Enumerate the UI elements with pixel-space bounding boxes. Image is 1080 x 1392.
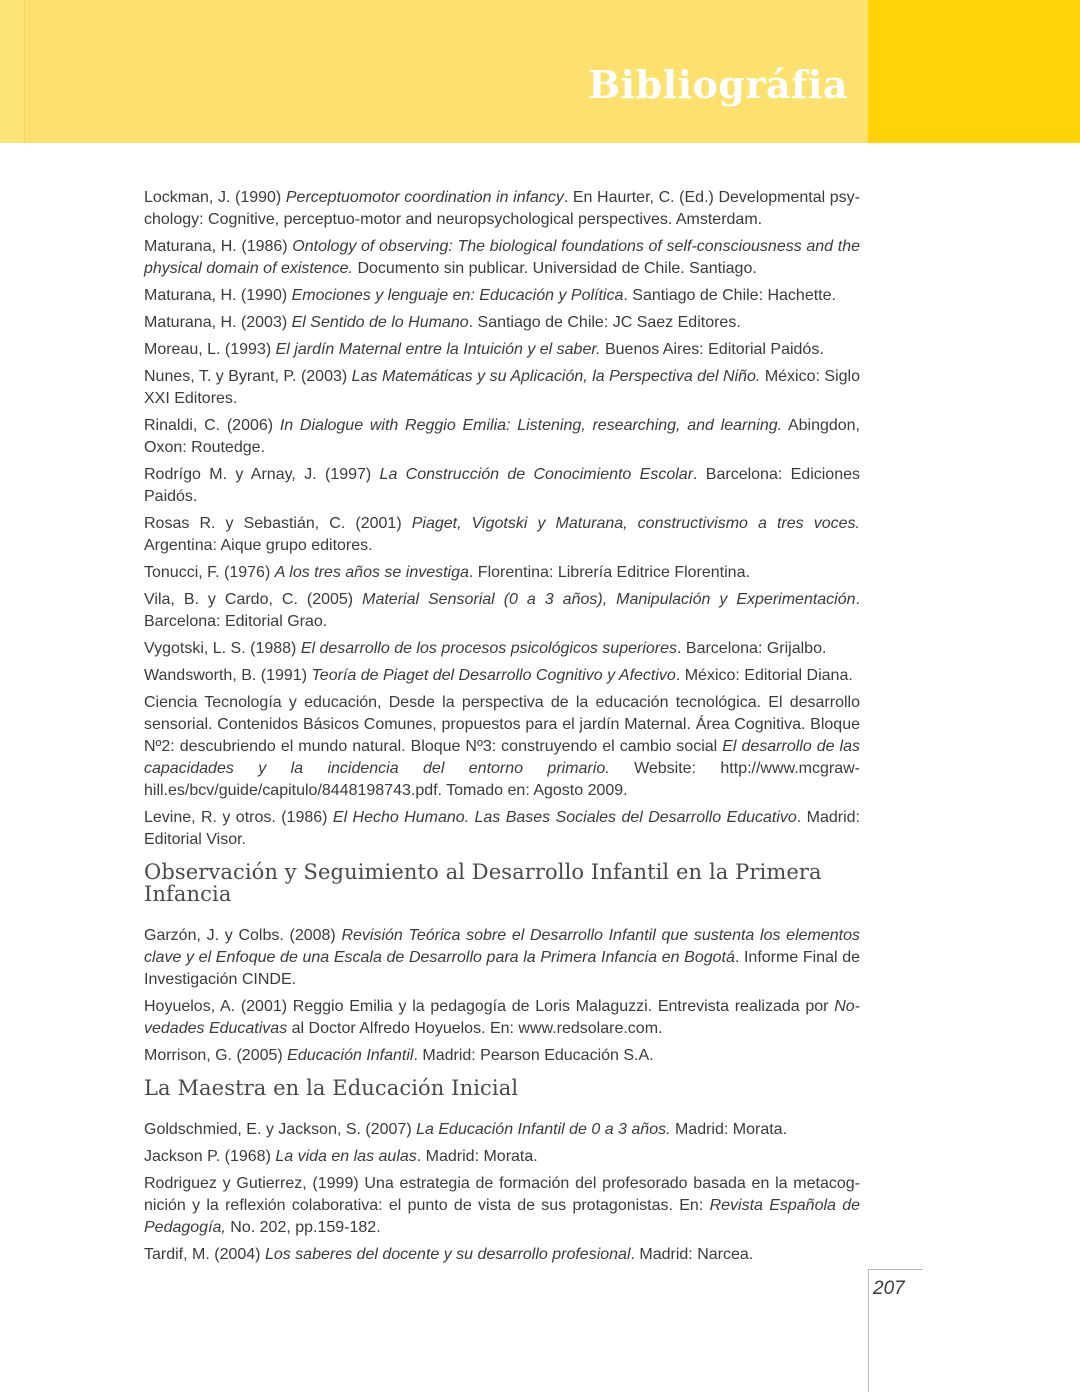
- reference-text: Rodriguez y Gutierrez, (1999) Una estrategia de formación del profesorado basada en la metacognición y la reflexión colaborativa: el punto de vista de sus protagonistas. En:: [144, 1175, 860, 1214]
- reference-text: Vygotski, L. S. (1988): [144, 640, 301, 657]
- reference-title: El Hecho Humano. Las Bases Sociales del Desarrollo Educativo: [332, 809, 797, 826]
- reference-text: Morrison, G. (2005): [144, 1047, 288, 1064]
- header-accent-block: [868, 0, 1080, 143]
- reference-text: Maturana, H. (1986): [144, 238, 293, 255]
- reference-entry: [144, 1119, 860, 1141]
- reference-title: Educación Infantil: [287, 1047, 414, 1064]
- reference-title: A los tres años se investiga: [274, 564, 469, 581]
- reference-entry: [144, 236, 860, 280]
- page-title: Bibliográfia: [588, 62, 848, 107]
- reference-title: El Sentido de lo Humano: [291, 314, 469, 331]
- reference-entry: [144, 187, 860, 231]
- reference-title: Los saberes del docente y su desarrollo profesional: [264, 1246, 631, 1263]
- section-heading-observacion: Observación y Seguimiento al Desarrollo Infantil en la Primera Infancia: [144, 860, 822, 906]
- reference-list-maestra: [144, 1119, 860, 1266]
- reference-text: Nunes, T. y Byrant, P. (2003): [144, 368, 352, 385]
- reference-title: Emociones y lenguaje en: Educación y Política: [291, 287, 624, 304]
- reference-text: Maturana, H. (2003): [144, 314, 292, 331]
- reference-text: . Barcelona: Ediciones Paidós.: [144, 466, 861, 505]
- reference-text: . Madrid: Narcea.: [630, 1246, 754, 1263]
- reference-text: Buenos Aires: Editorial Paidós.: [600, 341, 824, 358]
- reference-title: Revisión Teórica sobre el Desarrollo Infantil que sustenta los elementos clave y el Enfoque de una Escala de Desarrollo para la Primera Infancia en Bogotá: [144, 927, 861, 966]
- reference-text: Abingdon, Oxon: Routedge.: [144, 417, 861, 456]
- reference-text: . Santiago de Chile: Hachette.: [623, 287, 836, 304]
- reference-entry: [144, 415, 860, 459]
- reference-text: Levine, R. y otros. (1986): [144, 809, 333, 826]
- reference-entry: [144, 996, 860, 1040]
- reference-text: . Madrid: Pearson Educación S.A.: [413, 1047, 654, 1064]
- reference-text: . Madrid: Morata.: [416, 1148, 538, 1165]
- section-heading-maestra: La Maestra en la Educación Inicial: [144, 1076, 519, 1100]
- reference-text: Lockman, J. (1990): [144, 189, 286, 206]
- reference-text: Ciencia Tecnología y educación, Desde la perspectiva de la educación tecnológica. El desarrollo sensorial. Contenidos Básicos Comunes, propuestos para el jardín Maternal. Área Cognitiva. Bloque Nº2: descubriendo el mundo natural. Bloque Nº3: construyendo el cambio social: [144, 694, 860, 755]
- reference-title: Piaget, Vigotski y Maturana, constructivismo a tres voces.: [411, 515, 860, 532]
- reference-title: Teoría de Piaget del Desarrollo Cognitivo y Afectivo: [311, 667, 676, 684]
- reference-text: Vila, B. y Cardo, C. (2005): [144, 591, 363, 608]
- reference-list-general: [144, 187, 860, 851]
- reference-list-observacion: [144, 925, 860, 1067]
- reference-title: La Educación Infantil de 0 a 3 años.: [416, 1121, 671, 1138]
- reference-entry: [144, 589, 860, 633]
- reference-text: Garzón, J. y Colbs. (2008): [144, 927, 342, 944]
- reference-entry: [144, 1173, 860, 1239]
- reference-text: Moreau, L. (1993): [144, 341, 276, 358]
- reference-text: Documento sin publicar. Universidad de Chile. Santiago.: [353, 260, 757, 277]
- reference-text: Rosas R. y Sebastián, C. (2001): [144, 515, 412, 532]
- reference-text: . Barcelona: Grijalbo.: [677, 640, 827, 657]
- reference-text: Rinaldi, C. (2006): [144, 417, 280, 434]
- reference-title: El desarrollo de las capacidades y la incidencia del entorno primario.: [144, 738, 860, 777]
- reference-text: . Informe Final de Investigación CINDE.: [144, 949, 861, 988]
- reference-text: Argentina: Aique grupo editores.: [144, 537, 373, 554]
- reference-entry: [144, 1244, 860, 1266]
- reference-entry: [144, 285, 860, 307]
- reference-title: Material Sensorial (0 a 3 años), Manipulación y Experimentación: [362, 591, 856, 608]
- reference-text: Goldschmied, E. y Jackson, S. (2007): [144, 1121, 417, 1138]
- reference-text: Madrid: Morata.: [670, 1121, 788, 1138]
- reference-text: Maturana, H. (1990): [144, 287, 292, 304]
- reference-title: Ontology of observing: The biological foundations of self-consciousness and the physical domain of existence.: [144, 238, 860, 277]
- page-number-rule-vertical: [868, 1269, 869, 1392]
- reference-text: No. 202, pp.159-182.: [225, 1219, 381, 1236]
- reference-entry: [144, 1045, 860, 1067]
- reference-entry: [144, 1146, 860, 1168]
- reference-text: Hoyuelos, A. (2001) Reggio Emilia y la pedagogía de Loris Malaguzzi. Entrevista realizada por: [144, 998, 835, 1015]
- reference-text: . En Haurter, C. (Ed.) Developmental psychology: Cognitive, perceptuo-motor and neuropsychological perspectives. Amsterdam.: [144, 189, 861, 228]
- reference-entry: [144, 312, 860, 334]
- reference-title: La Construcción de Conocimiento Escolar: [379, 466, 694, 483]
- reference-text: . Florentina: Librería Editrice Florentina.: [468, 564, 750, 581]
- reference-text: . México: Editorial Diana.: [675, 667, 853, 684]
- reference-entry: [144, 562, 860, 584]
- page-number-rule-horizontal: [868, 1269, 923, 1270]
- bibliography-content: [144, 187, 860, 1271]
- reference-text: . Madrid: Editorial Visor.: [144, 809, 860, 848]
- reference-text: México: Siglo XXI Editores.: [144, 368, 861, 407]
- reference-title: Revista Española de Pedagogía,: [144, 1197, 860, 1236]
- reference-entry: [144, 638, 860, 660]
- reference-title: Novedades Educativas: [144, 998, 860, 1037]
- reference-entry: [144, 339, 860, 361]
- reference-entry: [144, 464, 860, 508]
- reference-entry: [144, 925, 860, 991]
- reference-entry: [144, 513, 860, 557]
- reference-text: Wandsworth, B. (1991): [144, 667, 312, 684]
- reference-title: Perceptuomotor coordination in infancy: [285, 189, 564, 206]
- reference-title: In Dialogue with Reggio Emilia: Listening, researching, and learning.: [279, 417, 783, 434]
- reference-entry: [144, 366, 860, 410]
- page-number: 207: [873, 1278, 905, 1299]
- reference-title: El jardín Maternal entre la Intuición y el saber.: [275, 341, 601, 358]
- reference-text: . Barcelona: Editorial Grao.: [144, 591, 860, 630]
- reference-title: Las Matemáticas y su Aplicación, la Perspectiva del Niño.: [351, 368, 761, 385]
- reference-title: El desarrollo de los procesos psicológicos superiores: [300, 640, 677, 657]
- reference-text: Tonucci, F. (1976): [144, 564, 275, 581]
- reference-text: Website: http://www.mcgraw-hill.es/bcv/guide/capitulo/8448198743.pdf. Tomado en: Agosto 2009.: [144, 760, 860, 799]
- reference-title: La vida en las aulas: [275, 1148, 417, 1165]
- reference-entry: [144, 692, 860, 802]
- reference-entry: [144, 807, 860, 851]
- reference-text: Jackson P. (1968): [144, 1148, 276, 1165]
- reference-text: Rodrígo M. y Arnay, J. (1997): [144, 466, 380, 483]
- reference-text: al Doctor Alfredo Hoyuelos. En: www.redsolare.com.: [287, 1020, 663, 1037]
- reference-text: . Santiago de Chile: JC Saez Editores.: [468, 314, 741, 331]
- reference-text: Tardif, M. (2004): [144, 1246, 265, 1263]
- header-band-margin: [0, 0, 25, 143]
- reference-entry: [144, 665, 860, 687]
